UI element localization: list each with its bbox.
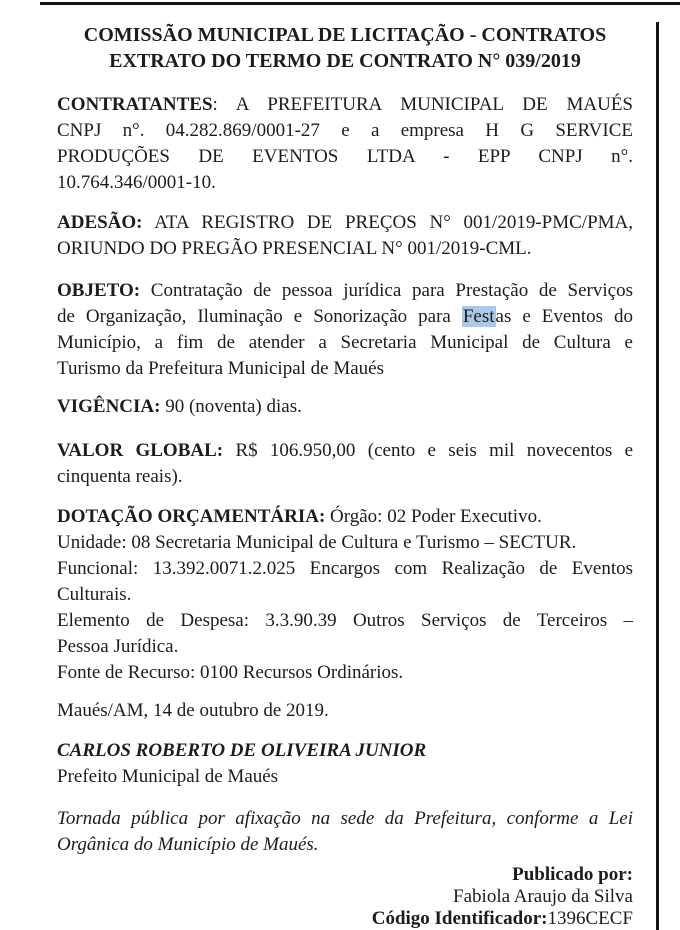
text-line: Maués/AM, 14 de outubro de 2019.	[57, 700, 329, 721]
text-segment: 90 (noventa) dias.	[160, 396, 302, 417]
text-line: Fonte de Recurso: 0100 Recursos Ordinários.	[57, 662, 404, 683]
text-segment: Contratação de pessoa jurídica para Prestação de Serviços	[140, 280, 633, 301]
valor-global-label: VALOR GLOBAL:	[57, 440, 224, 461]
identifier-label: Código Identificador:	[371, 908, 548, 929]
text-line: Município, a fim de atender a Secretaria Municipal de Cultura e	[57, 332, 633, 353]
document-column	[57, 22, 633, 930]
identifier-value: 1396CECF	[547, 908, 633, 929]
text-line: Culturais.	[57, 584, 132, 605]
text-line: ORIUNDO DO PREGÃO PRESENCIAL N° 001/2019-CML.	[57, 238, 532, 259]
vigencia-label: VIGÊNCIA:	[57, 396, 161, 417]
text-segment: R$ 106.950,00 (cento e seis mil novecentos e	[223, 440, 634, 461]
signature-role: Prefeito Municipal de Maués	[57, 766, 279, 787]
title-line-2: EXTRATO DO TERMO DE CONTRATO N° 039/2019	[109, 50, 581, 72]
dotacao-label: DOTAÇÃO ORÇAMENTÁRIA:	[57, 506, 326, 527]
title-line-1: COMISSÃO MUNICIPAL DE LICITAÇÃO - CONTRATOS	[83, 24, 607, 46]
objeto-label: OBJETO:	[57, 280, 141, 301]
signature-block	[57, 738, 633, 790]
text-line: CNPJ n°. 04.282.869/0001-27 e a empresa H G SERVICE	[57, 120, 633, 141]
published-by-name: Fabiola Araujo da Silva	[453, 886, 633, 907]
published-by-label: Publicado por:	[512, 864, 633, 885]
text-segment: Órgão: 02 Poder Executivo.	[325, 506, 542, 527]
text-segment: ATA REGISTRO DE PREÇOS N° 001/2019-PMC/PMA,	[142, 212, 633, 233]
section-valor-global	[57, 438, 633, 490]
contratantes-label: CONTRATANTES	[57, 94, 213, 115]
column-divider-rule	[656, 22, 659, 930]
text-line: 10.764.346/0001-10.	[57, 172, 216, 193]
section-adesao	[57, 210, 633, 262]
section-objeto	[57, 278, 633, 382]
text-line: Pessoa Jurídica.	[57, 636, 179, 657]
identifier-line	[57, 908, 633, 930]
section-vigencia	[57, 394, 633, 420]
text-line: Orgânica do Município de Maués.	[57, 834, 319, 855]
text-line: Turismo da Prefeitura Municipal de Maués	[57, 358, 384, 379]
footer-publication-block	[57, 864, 633, 930]
publication-note	[57, 806, 633, 858]
adesao-label: ADESÃO:	[57, 212, 143, 233]
section-contratantes	[57, 92, 633, 196]
text-line	[57, 210, 633, 236]
text-segment: : A PREFEITURA MUNICIPAL DE MAUÉS	[212, 94, 633, 115]
text-segment: de Organização, Iluminação e Sonorização para	[57, 306, 462, 327]
text-line	[57, 504, 633, 530]
text-line: Funcional: 13.392.0071.2.025 Encargos com Realização de Eventos	[57, 558, 633, 579]
signature-name: CARLOS ROBERTO DE OLIVEIRA JUNIOR	[57, 740, 427, 761]
text-line: Elemento de Despesa: 3.3.90.39 Outros Serviços de Terceiros –	[57, 610, 633, 631]
search-highlight: Fest	[462, 306, 495, 327]
section-dotacao	[57, 504, 633, 686]
text-line: Unidade: 08 Secretaria Municipal de Cultura e Turismo – SECTUR.	[57, 532, 577, 553]
top-rule	[40, 2, 680, 5]
text-line	[57, 438, 633, 464]
date-line	[57, 698, 633, 724]
text-segment: as e Eventos do	[495, 306, 633, 327]
text-line: cinquenta reais).	[57, 466, 183, 487]
text-line	[57, 394, 633, 420]
text-line	[57, 278, 633, 304]
document-title	[57, 22, 633, 74]
text-line: PRODUÇÕES DE EVENTOS LTDA - EPP CNPJ n°.	[57, 146, 633, 167]
text-line	[57, 304, 633, 330]
text-line	[57, 92, 633, 118]
text-line: Tornada pública por afixação na sede da Prefeitura, conforme a Lei	[57, 808, 633, 829]
